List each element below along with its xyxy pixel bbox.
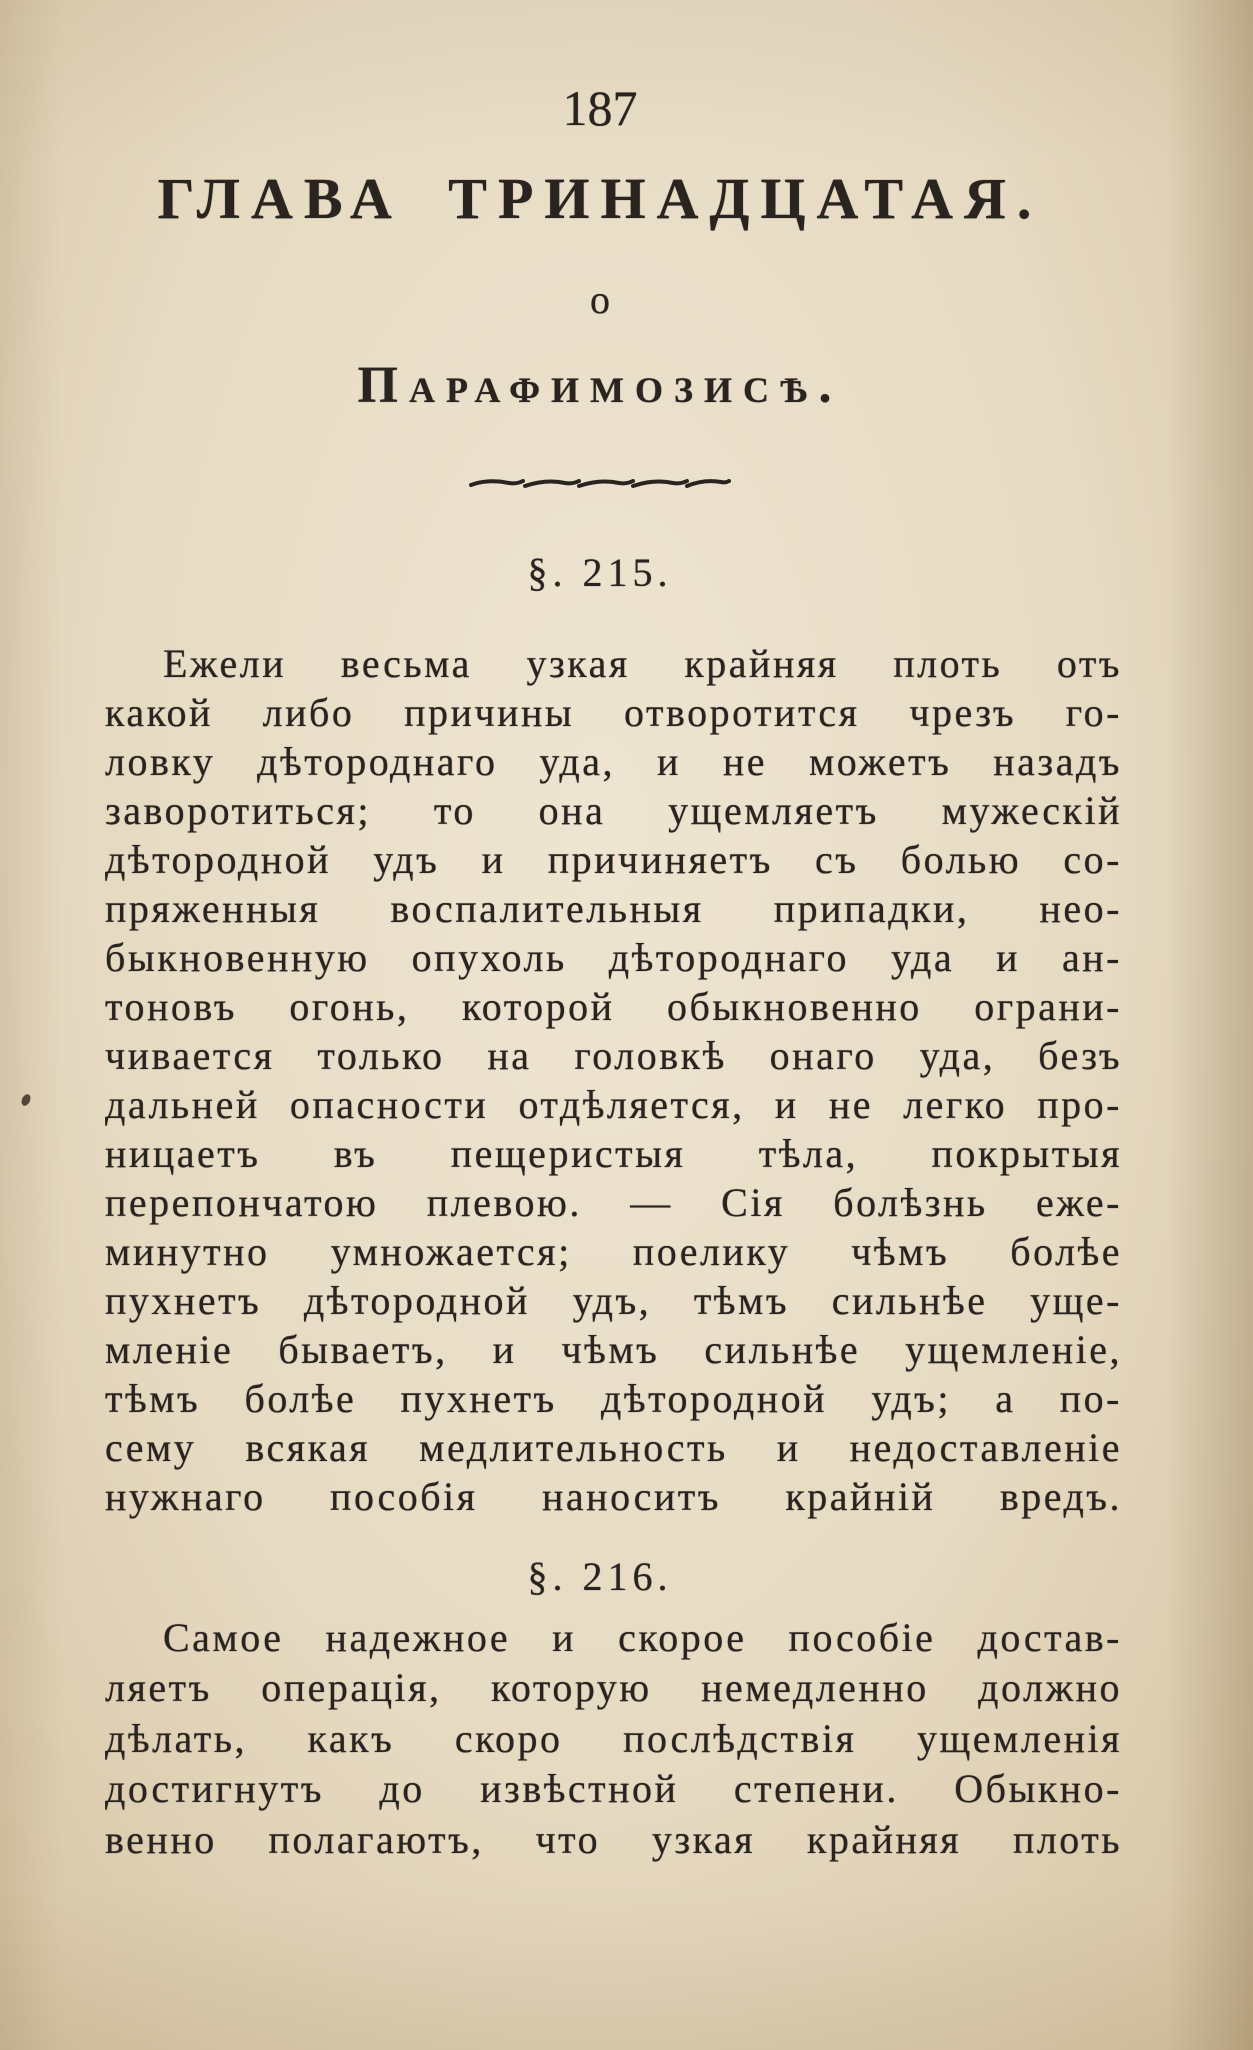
text-line: нужнаго пособія наноситъ крайній вредъ. <box>105 1474 1122 1519</box>
text-line: минутно умножается; поелику чѣмъ болѣе <box>105 1229 1122 1274</box>
text-line: пухнетъ дѣтородной удъ, тѣмъ сильнѣе уще- <box>105 1278 1122 1323</box>
chapter-title: ГЛАВА ТРИНАДЦАТАЯ. <box>157 166 1043 231</box>
text-line: сему всякая медлительность и недоставленіе <box>105 1425 1122 1470</box>
text-line: ляетъ операція, которую немедленно должно <box>105 1665 1122 1711</box>
text-line: быкновенную опухоль дѣтороднаго уда и ан- <box>105 935 1122 980</box>
text-line: пряженныя воспалительныя припадки, нео- <box>105 886 1122 931</box>
chapter-subtitle-preposition: о <box>590 277 610 322</box>
section-mark: §. 216. <box>527 1554 673 1599</box>
text-line: венно полагаютъ, что узкая крайняя плоть <box>105 1816 1122 1862</box>
text-line: дѣлать, какъ скоро послѣдствія ущемленія <box>105 1715 1122 1761</box>
text-line: Самое надежное и скорое пособіе достав- <box>163 1615 1122 1660</box>
text-line: заворотиться; то она ущемляетъ мужескій <box>105 788 1122 833</box>
text-line: тоновъ огонь, которой обыкновенно ограни- <box>105 984 1122 1029</box>
ink-spot <box>20 1093 32 1107</box>
text-line: ловку дѣтороднаго уда, и не можетъ назадъ <box>105 739 1122 784</box>
text-line: дальней опасности отдѣляется, и не легко про- <box>105 1082 1122 1127</box>
paragraph <box>105 639 1122 1521</box>
text-line: перепончатою плевою. — Сія болѣзнь еже- <box>105 1180 1122 1225</box>
text-line: ницаетъ въ пещеристыя тѣла, покрытыя <box>105 1131 1122 1176</box>
decorative-divider <box>469 474 731 494</box>
text-line: дѣтородной удъ и причиняетъ съ болью со- <box>105 837 1122 882</box>
text-line: достигнутъ до извѣстной степени. Обыкно- <box>105 1766 1122 1812</box>
chapter-subtitle-topic: Парафимозисѣ. <box>357 357 843 414</box>
text-line: тѣмъ болѣе пухнетъ дѣтородной удъ; а по- <box>105 1376 1122 1421</box>
text-line: мленіе бываетъ, и чѣмъ сильнѣе ущемленіе, <box>105 1327 1122 1372</box>
page-number: 187 <box>562 80 638 136</box>
text-line: чивается только на головкѣ онаго уда, безъ <box>105 1033 1122 1078</box>
paragraph <box>105 1613 1122 1865</box>
text-line: Ежели весьма узкая крайняя плоть отъ <box>163 641 1122 686</box>
section-mark: §. 215. <box>527 550 673 595</box>
text-line: какой либо причины отворотится чрезъ го- <box>105 690 1122 735</box>
